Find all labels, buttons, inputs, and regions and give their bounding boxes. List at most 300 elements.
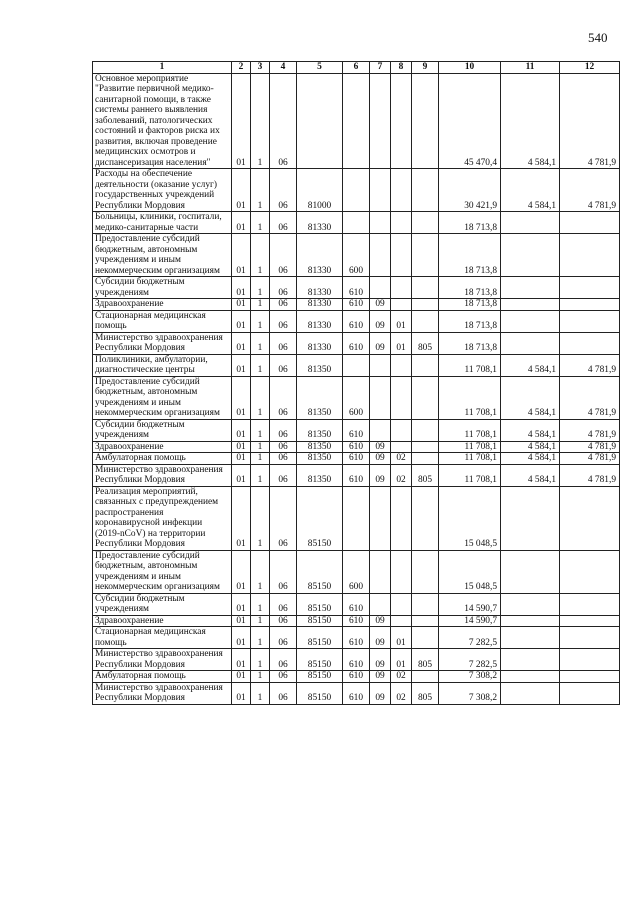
code-cell — [412, 169, 439, 212]
code-cell: 06 — [270, 441, 297, 453]
item-name-cell: Амбулаторная помощь — [93, 671, 232, 683]
amount-cell — [560, 234, 620, 277]
code-cell — [297, 73, 343, 169]
code-cell: 81330 — [297, 212, 343, 234]
code-cell: 01 — [232, 550, 251, 593]
code-cell: 01 — [232, 464, 251, 486]
code-cell: 01 — [232, 486, 251, 550]
code-cell: 81330 — [297, 234, 343, 277]
code-cell: 610 — [343, 310, 370, 332]
code-cell: 81000 — [297, 169, 343, 212]
code-cell: 01 — [232, 277, 251, 299]
code-cell: 1 — [251, 419, 270, 441]
code-cell: 01 — [232, 649, 251, 671]
code-cell — [343, 169, 370, 212]
header-cell: 6 — [343, 62, 370, 74]
code-cell: 600 — [343, 376, 370, 419]
code-cell — [391, 593, 412, 615]
amount-cell: 4 781,9 — [560, 419, 620, 441]
code-cell — [412, 73, 439, 169]
item-name-cell: Предоставление субсидий бюджетным, автономным учреждениям и иным некоммерческим организациям — [93, 234, 232, 277]
code-cell — [391, 354, 412, 376]
item-name-cell: Расходы на обеспечение деятельности (оказание услуг) государственных учреждений Республики Мордовия — [93, 169, 232, 212]
item-name-cell: Поликлиники, амбулатории, диагностические центры — [93, 354, 232, 376]
amount-cell — [501, 593, 560, 615]
amount-cell: 4 781,9 — [560, 73, 620, 169]
amount-cell: 4 584,1 — [501, 376, 560, 419]
table-row — [93, 234, 620, 277]
code-cell: 1 — [251, 73, 270, 169]
code-cell: 09 — [370, 299, 391, 311]
code-cell: 06 — [270, 376, 297, 419]
amount-cell: 4 584,1 — [501, 354, 560, 376]
amount-cell: 18 713,8 — [439, 212, 501, 234]
code-cell — [412, 441, 439, 453]
code-cell: 81350 — [297, 441, 343, 453]
amount-cell: 14 590,7 — [439, 615, 501, 627]
code-cell — [370, 354, 391, 376]
code-cell: 610 — [343, 299, 370, 311]
item-name-cell: Субсидии бюджетным учреждениям — [93, 277, 232, 299]
code-cell — [370, 169, 391, 212]
amount-cell — [501, 627, 560, 649]
code-cell: 06 — [270, 593, 297, 615]
code-cell: 01 — [391, 310, 412, 332]
code-cell: 06 — [270, 464, 297, 486]
amount-cell: 11 708,1 — [439, 464, 501, 486]
code-cell: 06 — [270, 682, 297, 704]
amount-cell: 45 470,4 — [439, 73, 501, 169]
amount-cell: 4 584,1 — [501, 73, 560, 169]
code-cell: 1 — [251, 234, 270, 277]
code-cell — [391, 615, 412, 627]
amount-cell — [501, 212, 560, 234]
code-cell: 01 — [232, 332, 251, 354]
amount-cell — [560, 682, 620, 704]
code-cell: 1 — [251, 682, 270, 704]
amount-cell: 4 584,1 — [501, 419, 560, 441]
item-name-cell: Стационарная медицинская помощь — [93, 310, 232, 332]
item-name-cell: Предоставление субсидий бюджетным, автономным учреждениям и иным некоммерческим организациям — [93, 376, 232, 419]
table-row — [93, 682, 620, 704]
code-cell — [391, 169, 412, 212]
item-name-cell: Министерство здравоохранения Республики Мордовия — [93, 332, 232, 354]
code-cell — [412, 376, 439, 419]
code-cell — [391, 277, 412, 299]
amount-cell: 7 308,2 — [439, 682, 501, 704]
code-cell — [412, 671, 439, 683]
code-cell: 06 — [270, 299, 297, 311]
code-cell — [412, 593, 439, 615]
code-cell — [412, 615, 439, 627]
code-cell — [343, 212, 370, 234]
amount-cell — [501, 649, 560, 671]
budget-table — [92, 61, 620, 705]
code-cell: 1 — [251, 649, 270, 671]
code-cell — [343, 486, 370, 550]
code-cell: 85150 — [297, 627, 343, 649]
item-name-cell: Субсидии бюджетным учреждениям — [93, 593, 232, 615]
code-cell: 06 — [270, 212, 297, 234]
table-row — [93, 649, 620, 671]
code-cell: 09 — [370, 464, 391, 486]
code-cell — [412, 234, 439, 277]
code-cell: 06 — [270, 332, 297, 354]
table-row — [93, 169, 620, 212]
amount-cell: 18 713,8 — [439, 234, 501, 277]
code-cell: 85150 — [297, 486, 343, 550]
table-row — [93, 332, 620, 354]
code-cell: 06 — [270, 671, 297, 683]
table-row — [93, 441, 620, 453]
code-cell: 1 — [251, 627, 270, 649]
code-cell: 1 — [251, 310, 270, 332]
table-row — [93, 73, 620, 169]
code-cell: 01 — [232, 671, 251, 683]
header-row — [93, 62, 620, 74]
amount-cell — [501, 615, 560, 627]
amount-cell — [560, 332, 620, 354]
code-cell: 1 — [251, 671, 270, 683]
amount-cell: 30 421,9 — [439, 169, 501, 212]
amount-cell — [501, 671, 560, 683]
code-cell: 1 — [251, 593, 270, 615]
item-name-cell: Основное мероприятие "Развитие первичной медико-санитарной помощи, в также системы раннего выявления заболеваний, патологических состояний и факторов риска их развития, включая проведение медицинских осмотров и диспансеризация населения" — [93, 73, 232, 169]
amount-cell — [560, 277, 620, 299]
code-cell: 01 — [232, 310, 251, 332]
table-row — [93, 464, 620, 486]
code-cell: 01 — [232, 73, 251, 169]
amount-cell: 11 708,1 — [439, 441, 501, 453]
code-cell: 1 — [251, 464, 270, 486]
code-cell: 01 — [391, 332, 412, 354]
item-name-cell: Министерство здравоохранения Республики Мордовия — [93, 464, 232, 486]
code-cell: 06 — [270, 73, 297, 169]
code-cell: 01 — [391, 627, 412, 649]
table-row — [93, 310, 620, 332]
code-cell: 85150 — [297, 615, 343, 627]
table-row — [93, 671, 620, 683]
code-cell: 06 — [270, 277, 297, 299]
code-cell: 610 — [343, 464, 370, 486]
amount-cell: 4 781,9 — [560, 464, 620, 486]
code-cell — [391, 376, 412, 419]
code-cell — [370, 73, 391, 169]
code-cell: 06 — [270, 310, 297, 332]
code-cell: 1 — [251, 441, 270, 453]
code-cell: 85150 — [297, 671, 343, 683]
amount-cell: 7 282,5 — [439, 627, 501, 649]
amount-cell — [501, 332, 560, 354]
code-cell: 06 — [270, 615, 297, 627]
code-cell: 81350 — [297, 464, 343, 486]
item-name-cell: Реализация мероприятий, связанных с предупреждением распространения коронавирусной инфекции (2019-nCoV) на территории Республики Мордовия — [93, 486, 232, 550]
amount-cell — [560, 649, 620, 671]
code-cell: 1 — [251, 615, 270, 627]
code-cell — [391, 234, 412, 277]
code-cell: 09 — [370, 627, 391, 649]
amount-cell: 7 282,5 — [439, 649, 501, 671]
header-cell: 5 — [297, 62, 343, 74]
code-cell: 85150 — [297, 649, 343, 671]
amount-cell — [560, 212, 620, 234]
code-cell: 610 — [343, 627, 370, 649]
table-row — [93, 486, 620, 550]
item-name-cell: Министерство здравоохранения Республики Мордовия — [93, 649, 232, 671]
code-cell: 06 — [270, 486, 297, 550]
code-cell: 81330 — [297, 310, 343, 332]
code-cell — [412, 212, 439, 234]
code-cell: 06 — [270, 453, 297, 465]
code-cell: 01 — [232, 453, 251, 465]
code-cell: 600 — [343, 234, 370, 277]
amount-cell — [560, 615, 620, 627]
code-cell: 09 — [370, 453, 391, 465]
code-cell: 610 — [343, 682, 370, 704]
code-cell — [412, 310, 439, 332]
amount-cell — [560, 310, 620, 332]
code-cell: 1 — [251, 332, 270, 354]
code-cell: 610 — [343, 649, 370, 671]
code-cell: 06 — [270, 649, 297, 671]
code-cell: 02 — [391, 464, 412, 486]
header-cell: 4 — [270, 62, 297, 74]
header-cell: 7 — [370, 62, 391, 74]
amount-cell — [560, 299, 620, 311]
code-cell: 81350 — [297, 419, 343, 441]
code-cell: 805 — [412, 649, 439, 671]
code-cell: 06 — [270, 354, 297, 376]
code-cell — [412, 550, 439, 593]
amount-cell: 15 048,5 — [439, 550, 501, 593]
amount-cell: 7 308,2 — [439, 671, 501, 683]
header-cell: 10 — [439, 62, 501, 74]
item-name-cell: Министерство здравоохранения Республики Мордовия — [93, 682, 232, 704]
header-cell: 2 — [232, 62, 251, 74]
amount-cell: 4 584,1 — [501, 169, 560, 212]
amount-cell — [501, 299, 560, 311]
code-cell: 01 — [232, 354, 251, 376]
code-cell — [370, 486, 391, 550]
table-row — [93, 550, 620, 593]
code-cell: 805 — [412, 464, 439, 486]
code-cell: 06 — [270, 169, 297, 212]
amount-cell: 4 781,9 — [560, 354, 620, 376]
amount-cell: 4 781,9 — [560, 453, 620, 465]
code-cell: 06 — [270, 627, 297, 649]
amount-cell: 18 713,8 — [439, 332, 501, 354]
code-cell: 610 — [343, 332, 370, 354]
code-cell — [391, 419, 412, 441]
amount-cell — [501, 550, 560, 593]
header-cell: 9 — [412, 62, 439, 74]
code-cell: 1 — [251, 550, 270, 593]
amount-cell: 15 048,5 — [439, 486, 501, 550]
item-name-cell: Здравоохранение — [93, 299, 232, 311]
code-cell: 1 — [251, 277, 270, 299]
code-cell: 81330 — [297, 299, 343, 311]
code-cell: 01 — [232, 169, 251, 212]
header-cell: 1 — [93, 62, 232, 74]
code-cell: 01 — [391, 649, 412, 671]
code-cell: 81330 — [297, 277, 343, 299]
code-cell: 610 — [343, 453, 370, 465]
code-cell: 01 — [232, 627, 251, 649]
code-cell: 01 — [232, 593, 251, 615]
item-name-cell: Стационарная медицинская помощь — [93, 627, 232, 649]
amount-cell — [501, 486, 560, 550]
code-cell — [370, 277, 391, 299]
amount-cell — [560, 671, 620, 683]
table-row — [93, 593, 620, 615]
code-cell — [412, 627, 439, 649]
amount-cell: 18 713,8 — [439, 299, 501, 311]
code-cell: 610 — [343, 671, 370, 683]
amount-cell — [560, 593, 620, 615]
code-cell — [391, 212, 412, 234]
code-cell: 09 — [370, 441, 391, 453]
code-cell: 09 — [370, 649, 391, 671]
amount-cell — [501, 310, 560, 332]
code-cell: 805 — [412, 332, 439, 354]
header-cell: 8 — [391, 62, 412, 74]
code-cell — [412, 299, 439, 311]
code-cell: 06 — [270, 234, 297, 277]
code-cell: 01 — [232, 376, 251, 419]
amount-cell: 4 584,1 — [501, 441, 560, 453]
code-cell — [412, 354, 439, 376]
item-name-cell: Предоставление субсидий бюджетным, автономным учреждениям и иным некоммерческим организациям — [93, 550, 232, 593]
amount-cell: 4 781,9 — [560, 169, 620, 212]
code-cell: 81330 — [297, 332, 343, 354]
code-cell: 1 — [251, 354, 270, 376]
table-row — [93, 277, 620, 299]
table-row — [93, 376, 620, 419]
code-cell — [391, 73, 412, 169]
code-cell — [391, 486, 412, 550]
code-cell: 09 — [370, 310, 391, 332]
code-cell — [343, 354, 370, 376]
code-cell: 85150 — [297, 593, 343, 615]
page-number: 540 — [588, 30, 608, 45]
code-cell: 09 — [370, 615, 391, 627]
amount-cell: 4 781,9 — [560, 441, 620, 453]
table-row — [93, 627, 620, 649]
code-cell — [370, 550, 391, 593]
table-row — [93, 299, 620, 311]
amount-cell: 18 713,8 — [439, 277, 501, 299]
code-cell: 600 — [343, 550, 370, 593]
code-cell: 02 — [391, 682, 412, 704]
code-cell: 02 — [391, 671, 412, 683]
code-cell: 01 — [232, 234, 251, 277]
code-cell — [370, 419, 391, 441]
amount-cell: 11 708,1 — [439, 376, 501, 419]
code-cell: 85150 — [297, 550, 343, 593]
code-cell — [370, 234, 391, 277]
amount-cell — [501, 682, 560, 704]
code-cell: 01 — [232, 441, 251, 453]
table-body — [93, 62, 620, 705]
code-cell: 1 — [251, 169, 270, 212]
code-cell — [370, 376, 391, 419]
code-cell — [343, 73, 370, 169]
amount-cell — [560, 550, 620, 593]
amount-cell — [501, 277, 560, 299]
code-cell — [412, 453, 439, 465]
code-cell: 06 — [270, 419, 297, 441]
amount-cell: 11 708,1 — [439, 453, 501, 465]
code-cell: 610 — [343, 277, 370, 299]
code-cell — [412, 486, 439, 550]
code-cell: 1 — [251, 299, 270, 311]
code-cell: 81350 — [297, 354, 343, 376]
code-cell — [412, 277, 439, 299]
table-row — [93, 212, 620, 234]
item-name-cell: Больницы, клиники, госпитали, медико-санитарные части — [93, 212, 232, 234]
code-cell — [370, 593, 391, 615]
code-cell: 09 — [370, 332, 391, 354]
table-row — [93, 354, 620, 376]
amount-cell: 4 781,9 — [560, 376, 620, 419]
code-cell: 1 — [251, 212, 270, 234]
code-cell: 85150 — [297, 682, 343, 704]
table-row — [93, 419, 620, 441]
amount-cell: 11 708,1 — [439, 419, 501, 441]
item-name-cell: Субсидии бюджетным учреждениям — [93, 419, 232, 441]
table-row — [93, 615, 620, 627]
amount-cell: 4 584,1 — [501, 464, 560, 486]
code-cell: 1 — [251, 453, 270, 465]
header-cell: 3 — [251, 62, 270, 74]
amount-cell: 14 590,7 — [439, 593, 501, 615]
code-cell — [391, 299, 412, 311]
code-cell: 610 — [343, 441, 370, 453]
code-cell: 610 — [343, 419, 370, 441]
code-cell: 610 — [343, 615, 370, 627]
code-cell: 01 — [232, 212, 251, 234]
code-cell: 02 — [391, 453, 412, 465]
code-cell: 01 — [232, 299, 251, 311]
code-cell: 01 — [232, 419, 251, 441]
code-cell: 1 — [251, 486, 270, 550]
code-cell: 1 — [251, 376, 270, 419]
item-name-cell: Здравоохранение — [93, 615, 232, 627]
amount-cell: 18 713,8 — [439, 310, 501, 332]
code-cell: 805 — [412, 682, 439, 704]
item-name-cell: Амбулаторная помощь — [93, 453, 232, 465]
header-cell: 11 — [501, 62, 560, 74]
code-cell — [391, 441, 412, 453]
table-row — [93, 453, 620, 465]
code-cell — [370, 212, 391, 234]
amount-cell — [560, 627, 620, 649]
amount-cell — [501, 234, 560, 277]
code-cell: 06 — [270, 550, 297, 593]
code-cell: 01 — [232, 682, 251, 704]
code-cell: 81350 — [297, 376, 343, 419]
amount-cell: 11 708,1 — [439, 354, 501, 376]
amount-cell: 4 584,1 — [501, 453, 560, 465]
code-cell: 09 — [370, 682, 391, 704]
item-name-cell: Здравоохранение — [93, 441, 232, 453]
code-cell: 09 — [370, 671, 391, 683]
code-cell — [412, 419, 439, 441]
code-cell: 81350 — [297, 453, 343, 465]
header-cell: 12 — [560, 62, 620, 74]
code-cell: 01 — [232, 615, 251, 627]
code-cell — [391, 550, 412, 593]
